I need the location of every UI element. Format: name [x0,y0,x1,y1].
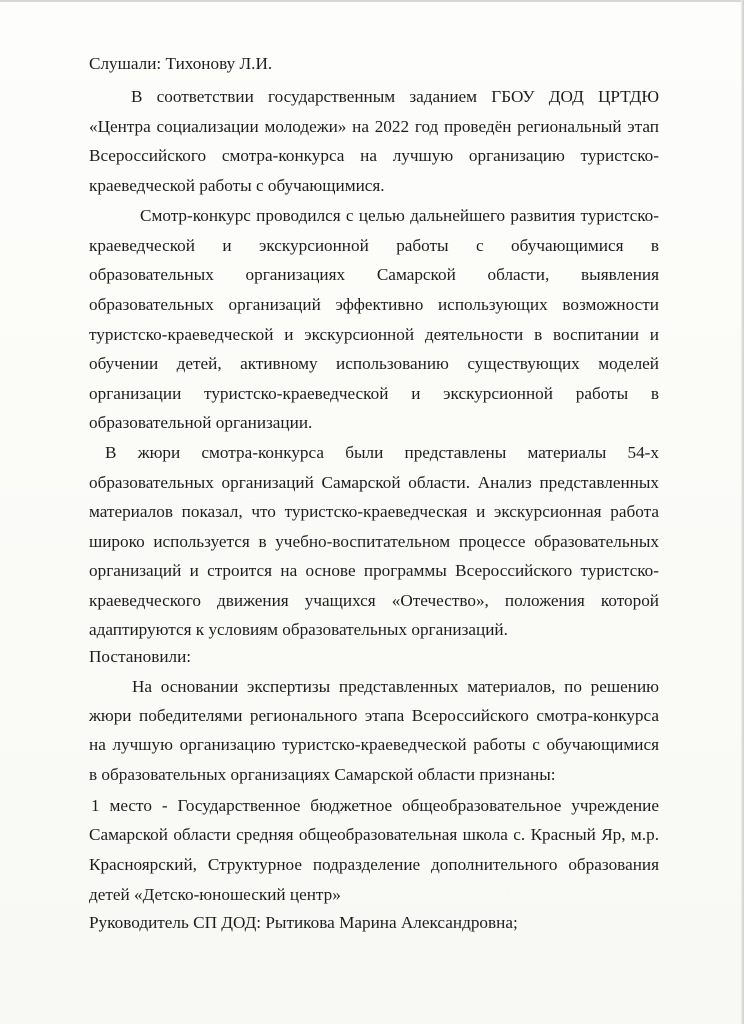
p1-line-4: краеведческой работы с обучающимися. [89,176,385,195]
resolved-heading: Постановили: [89,647,192,666]
p2-line-4: образовательных организаций эффективно использующих возможности [89,295,659,314]
p4-line-4: в образовательных организациях Самарской области признаны: [89,765,556,784]
p3-line-7: адаптируются к условиям образовательных организаций. [89,620,508,639]
p3-line-6: краеведческого движения учащихся «Отечество», положения которой [89,591,659,610]
p3-line-2: образовательных организаций Самарской области. Анализ представленных [89,473,659,492]
p3-line-4: широко используется в учебно-воспитательном процессе образовательных [89,532,659,551]
p2-line-2: краеведческой и экскурсионной работы с обучающимися в [89,236,659,255]
p5-line-4: детей «Детско-юношеский центр» [89,885,341,904]
head-line: Руководитель СП ДОД: Рытикова Марина Александровна; [89,913,518,932]
p1-line-2: «Центра социализации молодежи» на 2022 год проведён региональный этап [89,117,659,136]
p3-line-1: В жюри смотра-конкурса были представлены материалы 54-х [105,443,659,462]
p3-line-3: материалов показал, что туристско-краеведческая и экскурсионная работа [89,502,659,521]
p1-line-3: Всероссийского смотра-конкурса на лучшую организацию туристско- [89,146,659,165]
p4-line-3: на лучшую организацию туристско-краеведческой работы с обучающимися [89,735,659,754]
p2-line-8: образовательной организации. [89,413,313,432]
p5-line-3: Красноярский, Структурное подразделение дополнительного образования [89,855,659,874]
p2-line-5: туристско-краеведческой и экскурсионной деятельности в воспитании и [89,325,659,344]
p3-line-5: организаций и строится на основе программы Всероссийского туристско- [89,561,659,580]
p4-line-1: На основании экспертизы представленных материалов, по решению [132,677,659,696]
p2-line-6: обучении детей, активному использованию существующих моделей [89,354,659,373]
scan-edge-top [0,0,744,2]
p1-line-1: В соответствии государственным заданием ГБОУ ДОД ЦРТДЮ [131,87,659,106]
heard-line: Слушали: Тихонову Л.И. [89,54,273,73]
p2-line-3: образовательных организациях Самарской области, выявления [89,265,659,284]
p4-line-2: жюри победителями регионального этапа Всероссийского смотра-конкурса [89,706,659,725]
p5-line-1: 1 место - Государственное бюджетное общеобразовательное учреждение [91,796,659,815]
p2-line-7: организации туристско-краеведческой и экскурсионной работы в [89,384,659,403]
p5-line-2: Самарской области средняя общеобразовательная школа с. Красный Яр, м.р. [89,825,659,844]
p2-line-1: Смотр-конкурс проводился с целью дальнейшего развития туристско- [140,206,659,225]
